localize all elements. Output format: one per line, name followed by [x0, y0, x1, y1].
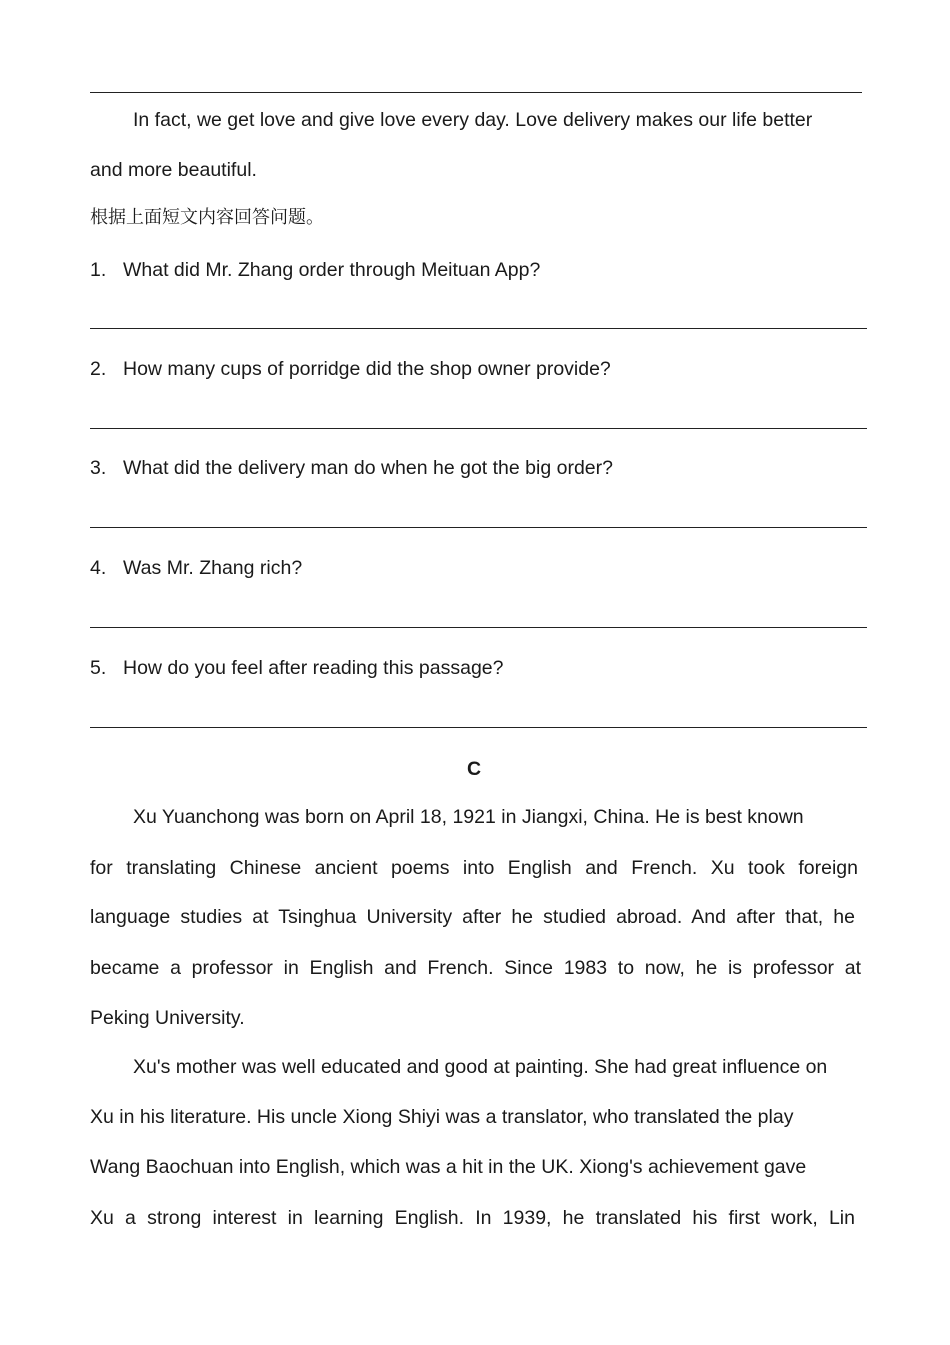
intro-paragraph-line-1: In fact, we get love and give love every day. Love delivery makes our life better — [133, 109, 813, 131]
answer-line-3[interactable] — [90, 527, 867, 528]
question-text: What did the delivery man do when he got the big order? — [123, 457, 613, 479]
answer-line-4[interactable] — [90, 627, 867, 628]
answer-line-2[interactable] — [90, 428, 867, 429]
question-number: 3. — [90, 457, 107, 479]
instruction-text: 根据上面短文内容回答问题。 — [90, 207, 324, 228]
passage-c-p2-line-2: Xu in his literature. His uncle Xiong Shiyi was a translator, who translated the play — [90, 1106, 794, 1128]
question-text: How many cups of porridge did the shop owner provide? — [123, 358, 611, 380]
section-heading: C — [466, 758, 482, 780]
passage-c-p1-line-4: became a professor in English and French. Since 1983 to now, he is professor at — [90, 957, 861, 979]
question-number: 2. — [90, 358, 107, 380]
question-2 — [90, 357, 611, 381]
question-text: How do you feel after reading this passage? — [123, 657, 504, 679]
question-number: 4. — [90, 557, 107, 579]
question-5 — [90, 656, 504, 680]
question-text: Was Mr. Zhang rich? — [123, 557, 303, 579]
passage-c-p1-line-1: Xu Yuanchong was born on April 18, 1921 in Jiangxi, China. He is best known — [133, 806, 804, 828]
question-text: What did Mr. Zhang order through Meituan App? — [123, 259, 541, 281]
top-rule — [90, 92, 862, 93]
question-1 — [90, 258, 540, 282]
passage-c-p1-line-2: for translating Chinese ancient poems into English and French. Xu took foreign — [90, 857, 858, 879]
intro-paragraph-line-2: and more beautiful. — [90, 159, 257, 181]
passage-c-p2-line-1: Xu's mother was well educated and good at painting. She had great influence on — [133, 1056, 828, 1078]
passage-c-p1-line-3: language studies at Tsinghua University after he studied abroad. And after that, he — [90, 906, 855, 928]
passage-c-p2-line-4: Xu a strong interest in learning English. In 1939, he translated his first work, Lin — [90, 1207, 855, 1229]
question-4 — [90, 556, 302, 580]
question-number: 1. — [90, 259, 107, 281]
passage-c-p1-line-5: Peking University. — [90, 1007, 245, 1029]
answer-line-5[interactable] — [90, 727, 867, 728]
question-number: 5. — [90, 657, 107, 679]
question-3 — [90, 456, 613, 480]
passage-c-p2-line-3: Wang Baochuan into English, which was a hit in the UK. Xiong's achievement gave — [90, 1156, 807, 1178]
answer-line-1[interactable] — [90, 328, 867, 329]
